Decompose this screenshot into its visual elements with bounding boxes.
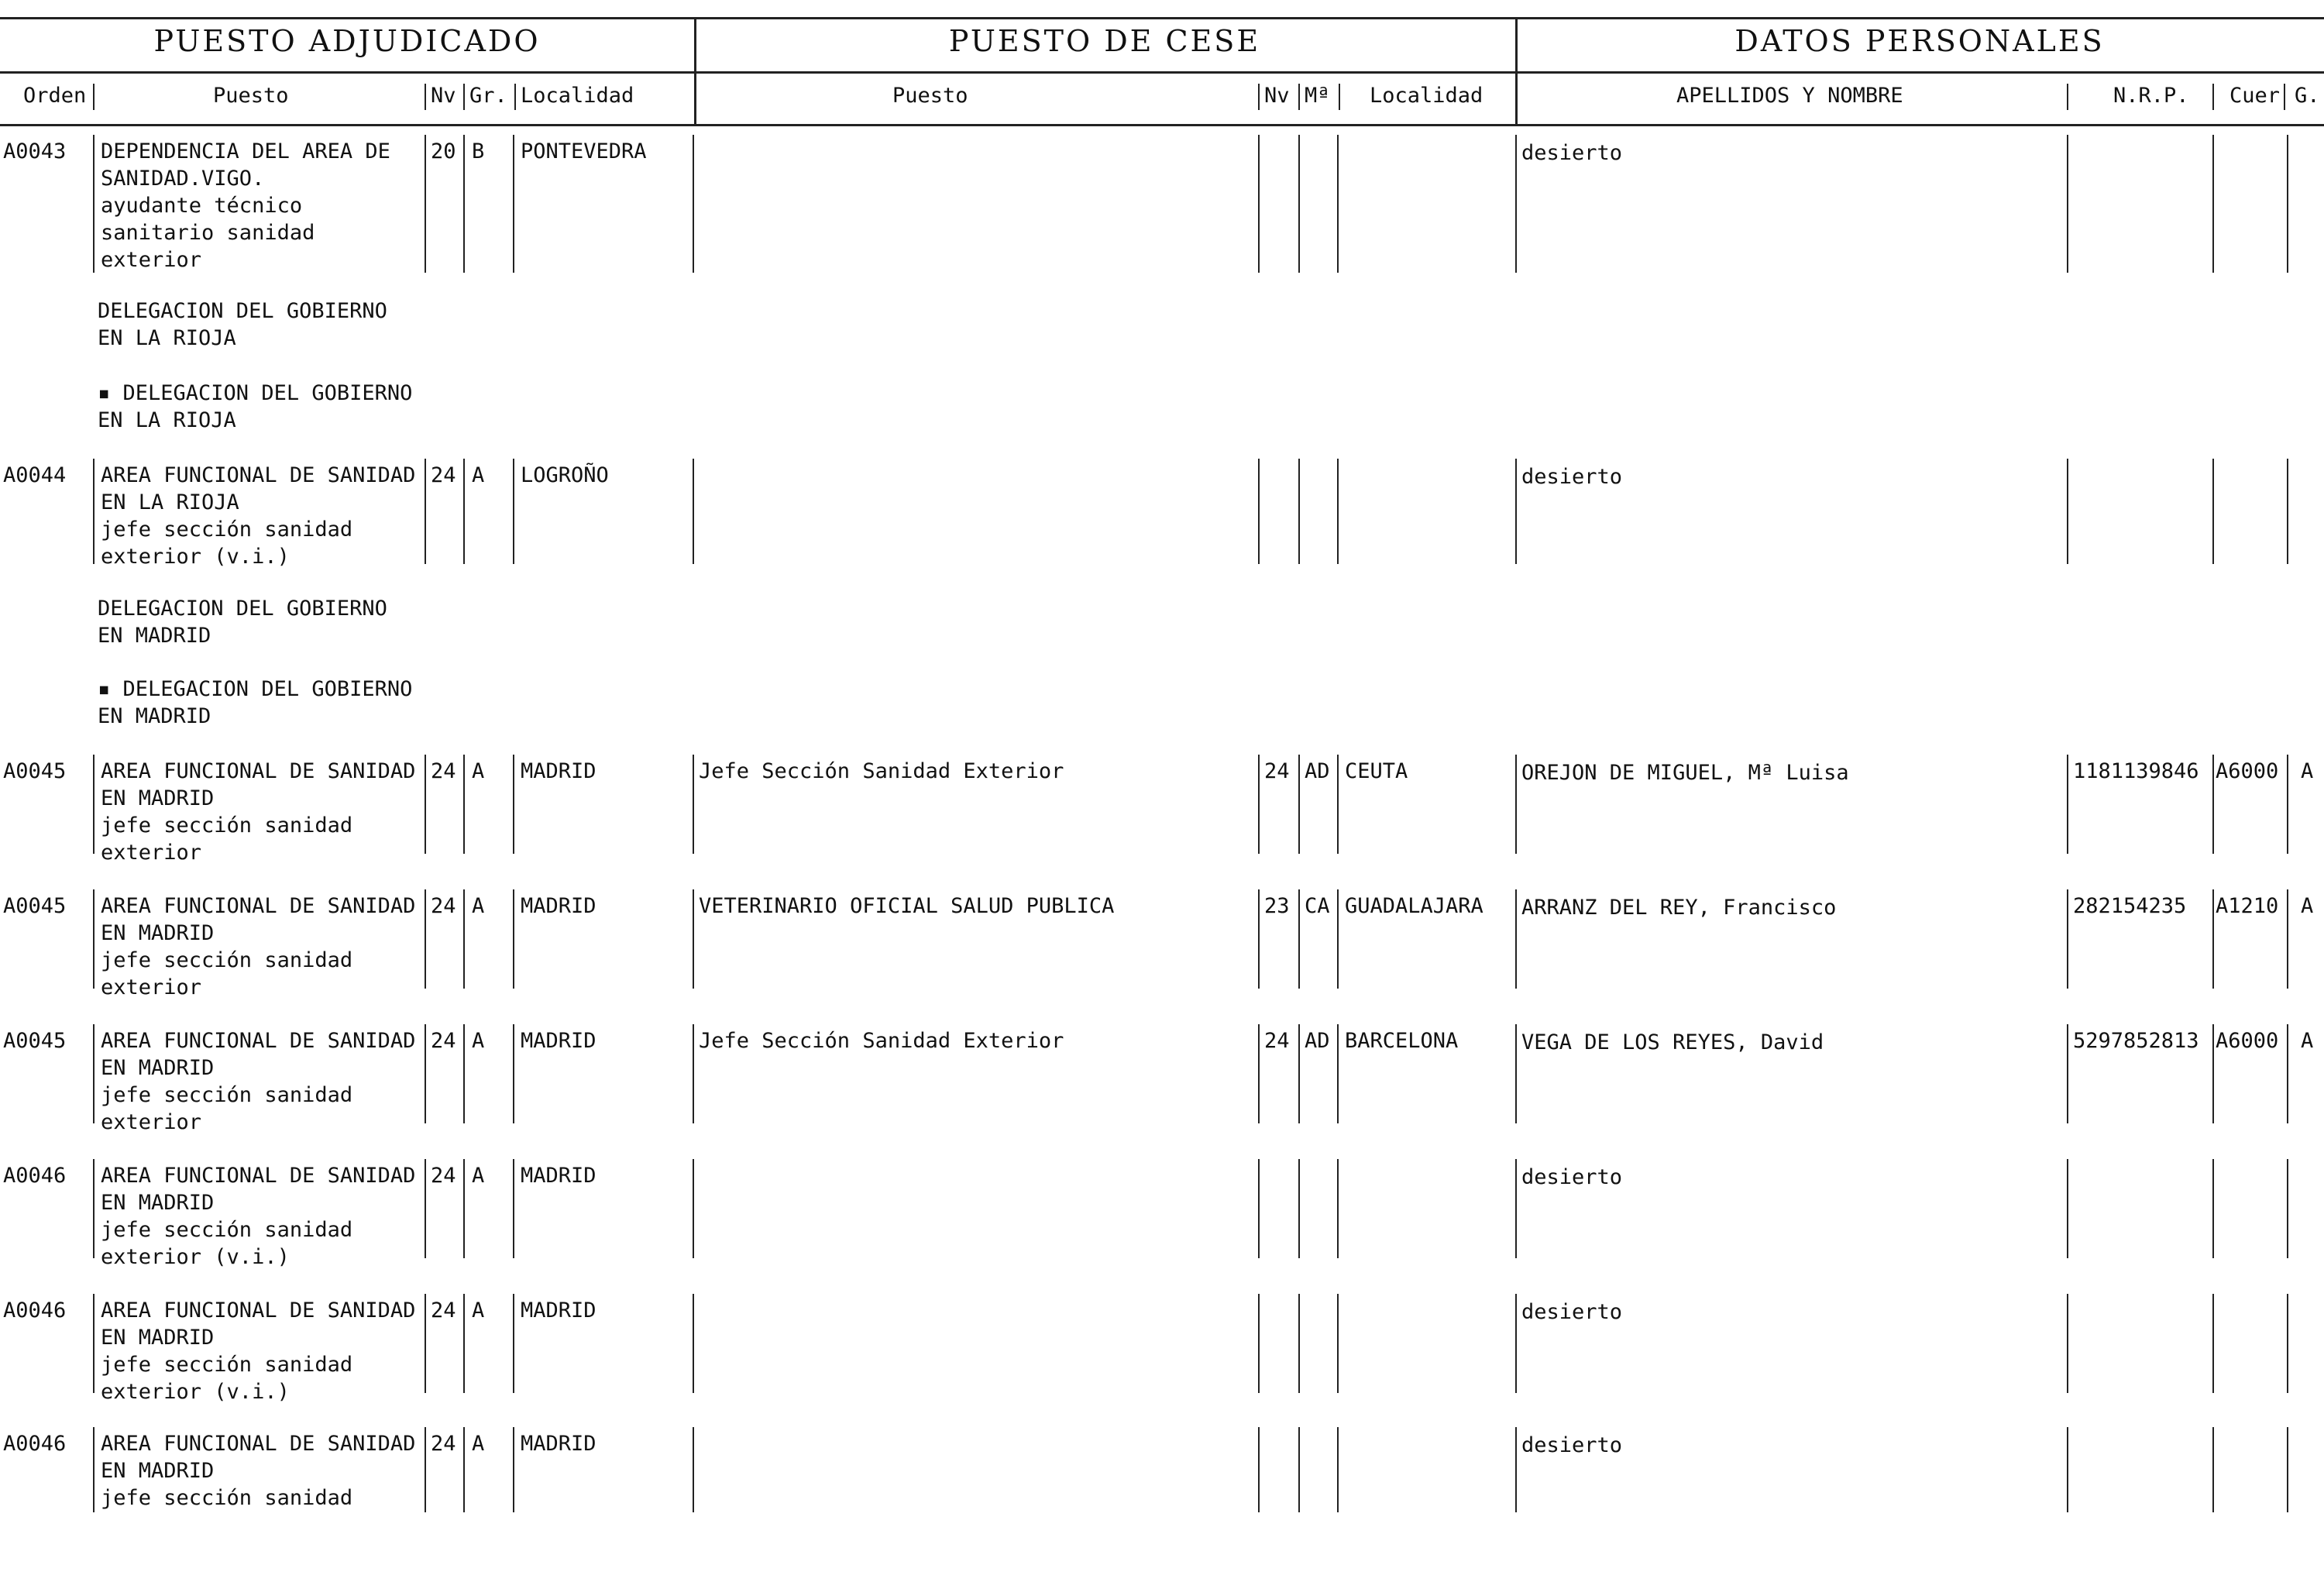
cell-separator <box>463 755 465 854</box>
header-col-sep <box>1298 84 1300 110</box>
row-cuer: A6000 <box>2216 1029 2279 1053</box>
cell-separator <box>1298 755 1300 854</box>
cell-separator <box>425 1294 426 1393</box>
cell-separator <box>463 1159 465 1258</box>
cell-separator <box>1515 1427 1517 1512</box>
cell-separator <box>1337 135 1339 273</box>
row-nrp: 1181139846 <box>2073 759 2199 783</box>
cell-separator <box>2287 889 2288 989</box>
cell-separator <box>1258 135 1260 273</box>
cell-separator <box>93 459 95 564</box>
column-header-cuer: Cuer <box>2229 84 2281 108</box>
header-col-sep <box>463 84 465 110</box>
row-cese-localidad: BARCELONA <box>1345 1029 1459 1053</box>
row-apellidos-nombre: VEGA DE LOS REYES, David <box>1521 1030 1824 1054</box>
cell-separator <box>2067 889 2068 989</box>
column-header-puesto: Puesto <box>213 84 289 108</box>
cell-separator <box>693 459 694 564</box>
cell-separator <box>2067 459 2068 564</box>
row-puesto-line: jefe sección sanidad <box>101 1083 353 1107</box>
section-heading-line: EN LA RIOJA <box>98 326 236 350</box>
cell-separator <box>463 889 465 989</box>
header-col-sep <box>425 84 426 110</box>
row-gr: A <box>472 463 485 487</box>
cell-separator <box>425 459 426 564</box>
cell-separator <box>2067 1159 2068 1258</box>
column-header-nrp: N.R.P. <box>2113 84 2189 108</box>
section-heading-line: DELEGACION DEL GOBIERNO <box>98 597 387 621</box>
cell-separator <box>1298 135 1300 273</box>
cell-separator <box>693 1294 694 1393</box>
row-cese-m: CA <box>1305 894 1330 918</box>
row-orden: A0046 <box>3 1164 67 1188</box>
row-cese-puesto: Jefe Sección Sanidad Exterior <box>699 1029 1064 1053</box>
cell-separator <box>1515 1159 1517 1258</box>
row-puesto-line: EN MADRID <box>101 921 215 945</box>
row-nv: 24 <box>431 894 456 918</box>
header-bottom-rule <box>0 124 2324 126</box>
row-puesto-line: AREA FUNCIONAL DE SANIDAD <box>101 1432 416 1456</box>
row-gr: A <box>472 894 485 918</box>
row-puesto-line: AREA FUNCIONAL DE SANIDAD <box>101 1029 416 1053</box>
cell-separator <box>93 135 95 273</box>
cell-separator <box>463 459 465 564</box>
column-header-gr: Gr. <box>469 84 507 108</box>
row-puesto-line: AREA FUNCIONAL DE SANIDAD <box>101 759 416 783</box>
row-gr: A <box>472 1164 485 1188</box>
row-puesto-line: exterior <box>101 841 202 865</box>
cell-separator <box>1337 1427 1339 1512</box>
cell-separator <box>513 1294 514 1393</box>
row-g: A <box>2301 894 2314 918</box>
cell-separator <box>1337 459 1339 564</box>
cell-separator <box>513 755 514 854</box>
section-heading-line: DELEGACION DEL GOBIERNO <box>98 299 387 323</box>
row-puesto-line: EN MADRID <box>101 1326 215 1350</box>
cell-separator <box>425 1024 426 1123</box>
column-header-cese-puesto: Puesto <box>892 84 968 108</box>
header-top-rule <box>0 17 2324 19</box>
row-puesto-line: SANIDAD.VIGO. <box>101 167 265 191</box>
header-col-sep <box>2284 84 2285 110</box>
row-puesto-line: jefe sección sanidad <box>101 813 353 838</box>
header-middle-rule <box>0 71 2324 74</box>
section-title-puesto-adjudicado: PUESTO ADJUDICADO <box>153 24 541 58</box>
cell-separator <box>2067 135 2068 273</box>
section-heading-line: EN MADRID <box>98 624 211 648</box>
row-nv: 24 <box>431 1164 456 1188</box>
row-puesto-line: jefe sección sanidad <box>101 1353 353 1377</box>
cell-separator <box>1515 889 1517 989</box>
row-cese-nv: 23 <box>1264 894 1290 918</box>
column-header-localidad: Localidad <box>521 84 634 108</box>
cell-separator <box>693 1159 694 1258</box>
row-nrp: 5297852813 <box>2073 1029 2199 1053</box>
row-localidad: LOGROÑO <box>521 463 609 487</box>
cell-separator <box>93 1427 95 1512</box>
cell-separator <box>513 1427 514 1512</box>
cell-separator <box>1337 1159 1339 1258</box>
cell-separator <box>1258 889 1260 989</box>
cell-separator <box>2212 459 2214 564</box>
cell-separator <box>1258 459 1260 564</box>
cell-separator <box>463 1024 465 1123</box>
row-orden: A0045 <box>3 1029 67 1053</box>
row-cese-puesto: VETERINARIO OFICIAL SALUD PUBLICA <box>699 894 1115 918</box>
cell-separator <box>425 1159 426 1258</box>
column-header-g: G. <box>2295 84 2320 108</box>
row-gr: A <box>472 1298 485 1323</box>
cell-separator <box>1298 889 1300 989</box>
cell-separator <box>2212 889 2214 989</box>
row-puesto-line: AREA FUNCIONAL DE SANIDAD <box>101 463 416 487</box>
row-puesto-line: ayudante técnico <box>101 194 303 218</box>
cell-separator <box>2287 1427 2288 1512</box>
row-nv: 24 <box>431 463 456 487</box>
row-localidad: MADRID <box>521 759 596 783</box>
row-orden: A0045 <box>3 759 67 783</box>
row-puesto-line: EN MADRID <box>101 786 215 810</box>
cell-separator <box>1258 1159 1260 1258</box>
cell-separator <box>1337 1024 1339 1123</box>
row-puesto-line: EN LA RIOJA <box>101 490 239 514</box>
cell-separator <box>1515 1024 1517 1123</box>
section-title-datos-personales: DATOS PERSONALES <box>1734 24 2105 58</box>
cell-separator <box>2287 1024 2288 1123</box>
cell-separator <box>425 755 426 854</box>
row-gr: A <box>472 1432 485 1456</box>
cell-separator <box>2067 1294 2068 1393</box>
cell-separator <box>1298 1294 1300 1393</box>
cell-separator <box>693 755 694 854</box>
section-title-puesto-de-cese: PUESTO DE CESE <box>948 24 1261 58</box>
row-localidad: MADRID <box>521 1029 596 1053</box>
cell-separator <box>2212 1427 2214 1512</box>
column-header-cese-m: Mª <box>1305 84 1330 108</box>
row-apellidos-nombre: desierto <box>1521 465 1623 489</box>
row-nrp: 282154235 <box>2073 894 2187 918</box>
row-g: A <box>2301 1029 2314 1053</box>
row-cese-m: AD <box>1305 1029 1330 1053</box>
cell-separator <box>513 135 514 273</box>
cell-separator <box>1258 1024 1260 1123</box>
row-cese-puesto: Jefe Sección Sanidad Exterior <box>699 759 1064 783</box>
cell-separator <box>2287 755 2288 854</box>
cell-separator <box>425 889 426 989</box>
row-cese-localidad: CEUTA <box>1345 759 1408 783</box>
cell-separator <box>2287 135 2288 273</box>
cell-separator <box>1298 1159 1300 1258</box>
cell-separator <box>2212 135 2214 273</box>
header-col-sep <box>514 84 516 110</box>
cell-separator <box>693 135 694 273</box>
row-apellidos-nombre: desierto <box>1521 1165 1623 1189</box>
column-header-nv: Nv <box>431 84 456 108</box>
row-puesto-line: exterior <box>101 1110 202 1134</box>
cell-separator <box>2212 755 2214 854</box>
row-orden: A0043 <box>3 139 67 163</box>
cell-separator <box>1298 459 1300 564</box>
cell-separator <box>693 1024 694 1123</box>
row-cuer: A6000 <box>2216 759 2279 783</box>
row-apellidos-nombre: OREJON DE MIGUEL, Mª Luisa <box>1521 761 1849 785</box>
row-localidad: MADRID <box>521 894 596 918</box>
row-puesto-line: EN MADRID <box>101 1191 215 1215</box>
row-puesto-line: jefe sección sanidad <box>101 1486 353 1510</box>
cell-separator <box>2067 1024 2068 1123</box>
cell-separator <box>2287 1294 2288 1393</box>
row-gr: B <box>472 139 485 163</box>
header-col-sep <box>93 84 95 110</box>
row-orden: A0046 <box>3 1298 67 1323</box>
row-localidad: MADRID <box>521 1164 596 1188</box>
row-puesto-line: jefe sección sanidad <box>101 1218 353 1242</box>
row-puesto-line: AREA FUNCIONAL DE SANIDAD <box>101 1164 416 1188</box>
row-nv: 24 <box>431 1432 456 1456</box>
column-header-cese-nv: Nv <box>1264 84 1290 108</box>
cell-separator <box>693 1427 694 1512</box>
section-heading-line: ▪ DELEGACION DEL GOBIERNO <box>98 381 413 405</box>
column-header-apellidos-nombre: APELLIDOS Y NOMBRE <box>1676 84 1903 108</box>
cell-separator <box>93 1024 95 1123</box>
row-cese-nv: 24 <box>1264 1029 1290 1053</box>
cell-separator <box>93 1159 95 1258</box>
cell-separator <box>463 1427 465 1512</box>
cell-separator <box>1515 459 1517 564</box>
cell-separator <box>2067 1427 2068 1512</box>
cell-separator <box>425 135 426 273</box>
row-localidad: PONTEVEDRA <box>521 139 647 163</box>
cell-separator <box>1337 1294 1339 1393</box>
cell-separator <box>1258 1427 1260 1512</box>
cell-separator <box>513 1159 514 1258</box>
cell-separator <box>513 1024 514 1123</box>
row-cese-m: AD <box>1305 759 1330 783</box>
header-col-sep <box>2212 84 2214 110</box>
cell-separator <box>1258 755 1260 854</box>
cell-separator <box>513 459 514 564</box>
cell-separator <box>93 889 95 989</box>
row-nv: 24 <box>431 1029 456 1053</box>
row-puesto-line: DEPENDENCIA DEL AREA DE <box>101 139 390 163</box>
row-apellidos-nombre: desierto <box>1521 1433 1623 1457</box>
cell-separator <box>425 1427 426 1512</box>
section-heading-line: ▪ DELEGACION DEL GOBIERNO <box>98 677 413 701</box>
cell-separator <box>463 135 465 273</box>
row-orden: A0044 <box>3 463 67 487</box>
cell-separator <box>1515 135 1517 273</box>
section-heading-line: EN MADRID <box>98 704 211 728</box>
row-apellidos-nombre: desierto <box>1521 1300 1623 1324</box>
row-cuer: A1210 <box>2216 894 2279 918</box>
row-orden: A0046 <box>3 1432 67 1456</box>
row-puesto-line: jefe sección sanidad <box>101 948 353 972</box>
row-nv: 24 <box>431 759 456 783</box>
row-nv: 20 <box>431 139 456 163</box>
cell-separator <box>693 889 694 989</box>
row-gr: A <box>472 759 485 783</box>
cell-separator <box>2287 459 2288 564</box>
row-puesto-line: exterior <box>101 248 202 272</box>
cell-separator <box>2212 1159 2214 1258</box>
column-header-orden: Orden <box>23 84 87 108</box>
header-col-sep <box>1258 84 1260 110</box>
cell-separator <box>2212 1294 2214 1393</box>
row-apellidos-nombre: desierto <box>1521 141 1623 165</box>
row-puesto-line: EN MADRID <box>101 1056 215 1080</box>
row-gr: A <box>472 1029 485 1053</box>
cell-separator <box>93 1294 95 1393</box>
cell-separator <box>1515 1294 1517 1393</box>
row-cese-nv: 24 <box>1264 759 1290 783</box>
row-puesto-line: jefe sección sanidad <box>101 518 353 542</box>
cell-separator <box>1298 1024 1300 1123</box>
cell-separator <box>1337 889 1339 989</box>
cell-separator <box>93 755 95 854</box>
row-g: A <box>2301 759 2314 783</box>
row-puesto-line: exterior <box>101 975 202 999</box>
row-puesto-line: AREA FUNCIONAL DE SANIDAD <box>101 1298 416 1323</box>
cell-separator <box>2067 755 2068 854</box>
row-nv: 24 <box>431 1298 456 1323</box>
cell-separator <box>1298 1427 1300 1512</box>
cell-separator <box>2287 1159 2288 1258</box>
row-cese-localidad: GUADALAJARA <box>1345 894 1483 918</box>
header-col-sep <box>2067 84 2068 110</box>
row-puesto-line: exterior (v.i.) <box>101 545 290 569</box>
row-orden: A0045 <box>3 894 67 918</box>
row-puesto-line: AREA FUNCIONAL DE SANIDAD <box>101 894 416 918</box>
row-puesto-line: exterior (v.i.) <box>101 1380 290 1404</box>
row-localidad: MADRID <box>521 1298 596 1323</box>
row-localidad: MADRID <box>521 1432 596 1456</box>
cell-separator <box>463 1294 465 1393</box>
cell-separator <box>1258 1294 1260 1393</box>
section-heading-line: EN LA RIOJA <box>98 408 236 432</box>
cell-separator <box>1515 755 1517 854</box>
cell-separator <box>513 889 514 989</box>
column-header-cese-localidad: Localidad <box>1370 84 1483 108</box>
header-col-sep <box>1339 84 1340 110</box>
row-puesto-line: sanitario sanidad <box>101 221 315 245</box>
row-puesto-line: exterior (v.i.) <box>101 1245 290 1269</box>
row-puesto-line: EN MADRID <box>101 1459 215 1483</box>
cell-separator <box>1337 755 1339 854</box>
row-apellidos-nombre: ARRANZ DEL REY, Francisco <box>1521 896 1837 920</box>
cell-separator <box>2212 1024 2214 1123</box>
